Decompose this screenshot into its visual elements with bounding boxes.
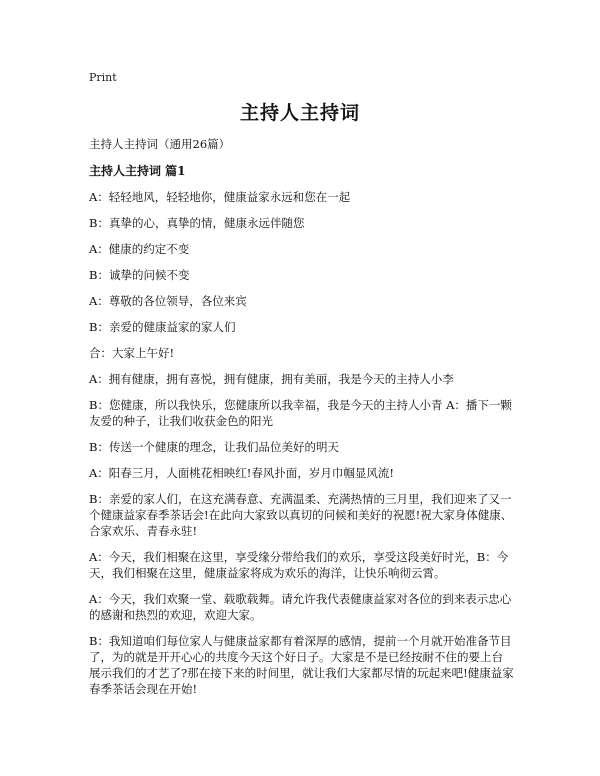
paragraph: A：拥有健康，拥有喜悦，拥有健康，拥有美丽，我是今天的主持人小李 bbox=[89, 372, 454, 386]
page-title: 主持人主持词 bbox=[239, 102, 360, 124]
paragraph: B：传送一个健康的理念，让我们品位美好的明天 bbox=[89, 440, 339, 454]
paragraph: A：健康的约定不变 bbox=[89, 242, 190, 256]
paragraph: A：今天，我们欢聚一堂、载歌载舞。请允许我代表健康益家对各位的到来表示忠心的感谢和热烈的欢迎，欢迎大家。 bbox=[89, 592, 512, 622]
section-heading: 主持人主持词 篇1 bbox=[89, 164, 186, 178]
paragraph: A：阳春三月，人面桃花相映红!春风扑面，岁月巾帼显风流! bbox=[89, 466, 395, 480]
print-label: Print bbox=[89, 71, 117, 84]
paragraph: 合：大家上午好! bbox=[89, 346, 175, 360]
paragraph: B：亲爱的健康益家的家人们 bbox=[89, 320, 236, 334]
paragraph: A：尊敬的各位领导，各位来宾 bbox=[89, 294, 247, 308]
paragraph: B：真挚的心，真挚的情，健康永远伴随您 bbox=[89, 216, 305, 230]
paragraph: B：诚挚的问候不变 bbox=[89, 268, 190, 282]
paragraph: B：我知道咱们每位家人与健康益家都有着深厚的感情，提前一个月就开始准备节目了，为的就是开开心心的共度今天这个好日子。大家是不是已经按耐不住的要上台展示我们的才艺了?那在接下来的时间里，就让我们大家都尽情的玩起来吧!健康益家春季茶话会现在开始! bbox=[89, 634, 514, 696]
paragraph: B：亲爱的家人们，在这充满春意、充满温柔、充满热情的三月里，我们迎来了又一个健康益家春季茶话会!在此向大家致以真切的问候和美好的祝愿!祝大家身体健康、合家欢乐、青春永驻! bbox=[89, 492, 513, 538]
paragraph: B：您健康，所以我快乐，您健康所以我幸福，我是今天的主持人小青 A：播下一颗友爱的种子，让我们收获金色的阳光 bbox=[89, 398, 512, 428]
document-body bbox=[89, 136, 514, 707]
paragraph: A：今天，我们相聚在这里，享受缘分带给我们的欢乐，享受这段美好时光，B：今天，我们相聚在这里，健康益家将成为欢乐的海洋，让快乐响彻云霄。 bbox=[89, 550, 509, 580]
paragraph: A：轻轻地风，轻轻地你，健康益家永远和您在一起 bbox=[89, 190, 351, 204]
document-subtitle: 主持人主持词（通用26篇） bbox=[89, 137, 231, 151]
